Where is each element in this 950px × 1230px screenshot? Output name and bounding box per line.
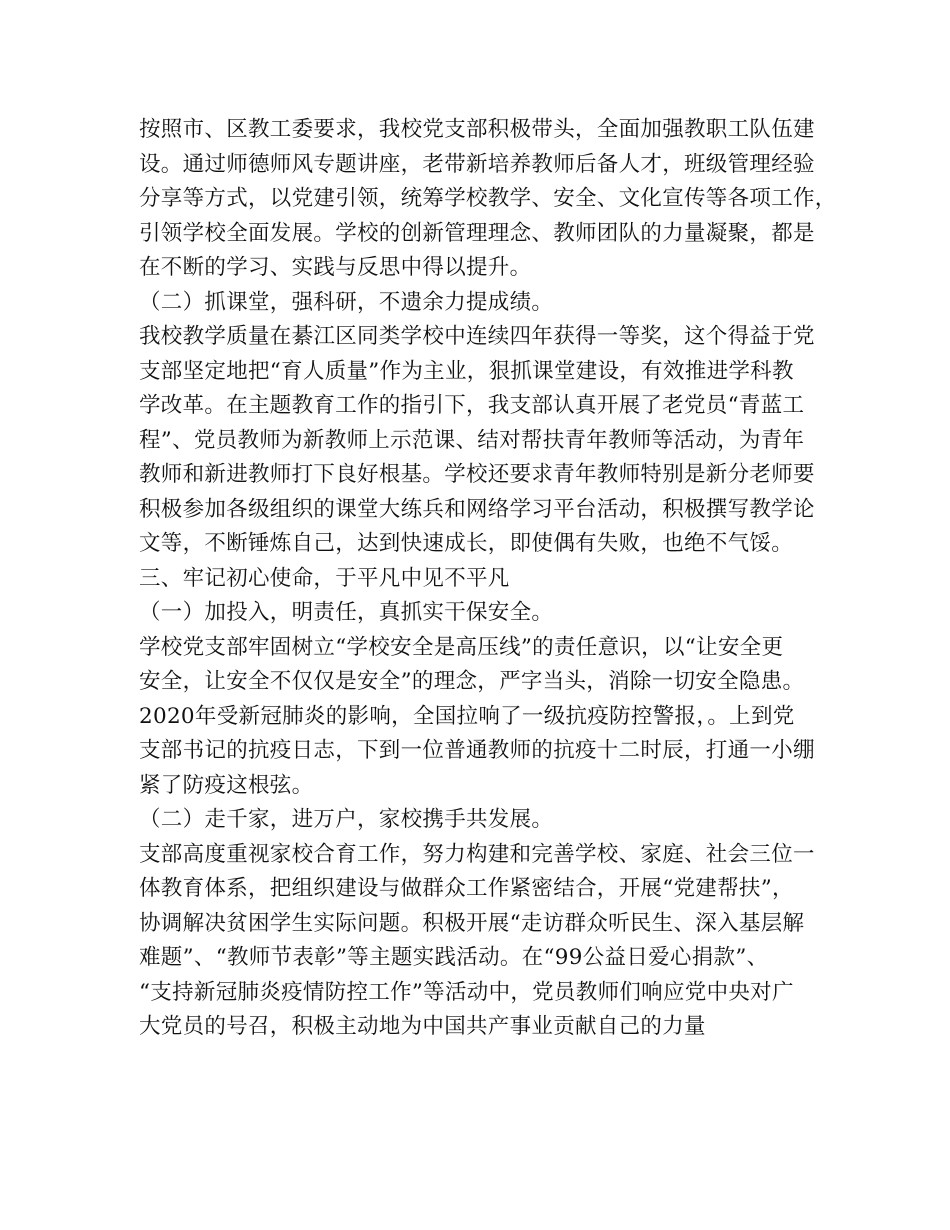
text-line: 支部坚定地把“育人质量”作为主业，狠抓课堂建设，有效推进学科教 xyxy=(139,358,794,384)
text-line: 体教育体系，把组织建设与做群众工作紧密结合，开展“党建帮扶”， xyxy=(139,876,794,901)
text-line: 安全，让安全不仅仅是安全”的理念，严字当头，消除一切安全隐患。 xyxy=(139,669,805,694)
text-line: 我校教学质量在綦江区同类学校中连续四年获得一等奖，这个得益于党 xyxy=(139,324,815,349)
text-line: 大党员的号召，积极主动地为中国共产事业贡献自己的力量 xyxy=(139,1014,706,1039)
text-line: “支持新冠肺炎疫情防控工作”等活动中，党员教师们响应党中央对广 xyxy=(139,979,794,1005)
text-line: 学校党支部牢固树立“学校安全是高压线”的责任意识，以“让安全更 xyxy=(139,634,784,660)
text-line: 紧了防疫这根弦。 xyxy=(139,772,314,798)
text-line: 设。通过师德师风专题讲座，老带新培养教师后备人才，班级管理经验 xyxy=(139,151,815,177)
text-line: 引领学校全面发展。学校的创新管理理念、教师团队的力量凝聚，都是 xyxy=(139,220,815,246)
text-line: 程”、党员教师为新教师上示范课、结对帮扶青年教师等活动，为青年 xyxy=(139,427,805,453)
section-heading: （二）抓课堂，强科研，不遗余力提成绩。 xyxy=(139,289,554,315)
text-line: 支部高度重视家校合育工作，努力构建和完善学校、家庭、社会三位一 xyxy=(139,841,815,867)
text-line: 难题”、“教师节表彰”等主题实践活动。在“99公益日爱心捐款”、 xyxy=(139,945,769,970)
section-heading: （二）走千家，进万户，家校携手共发展。 xyxy=(139,807,554,832)
text-line: 积极参加各级组织的课堂大练兵和网络学习平台活动，积极撰写教学论 xyxy=(139,496,815,522)
section-heading: 三、牢记初心使命，于平凡中见不平凡 xyxy=(139,565,510,591)
text-line: 分享等方式，以党建引领，统筹学校教学、安全、文化宣传等各项工作， xyxy=(139,186,837,211)
text-line: 支部书记的抗疫日志，下到一位普通教师的抗疫十二时辰，打通一小绷 xyxy=(139,738,815,763)
text-line: 协调解决贫困学生实际问题。积极开展“走访群众听民生、深入基层解 xyxy=(139,910,805,936)
text-line: 在不断的学习、实践与反思中得以提升。 xyxy=(139,255,532,280)
document-body xyxy=(139,113,837,1045)
text-line: 2020年受新冠肺炎的影响，全国拉响了一级抗疫防控警报，。上到党 xyxy=(139,703,795,729)
text-line: 教师和新进教师打下良好根基。学校还要求青年教师特别是新分老师要 xyxy=(139,462,815,487)
section-heading: （一）加投入，明责任，真抓实干保安全。 xyxy=(139,600,554,625)
text-line: 文等，不断锤炼自己，达到快速成长，即使偶有失败，也绝不气馁。 xyxy=(139,531,794,556)
text-line: 学改革。在主题教育工作的指引下，我支部认真开展了老党员“青蓝工 xyxy=(139,393,805,418)
text-line: 按照市、区教工委要求，我校党支部积极带头，全面加强教职工队伍建 xyxy=(139,117,815,142)
